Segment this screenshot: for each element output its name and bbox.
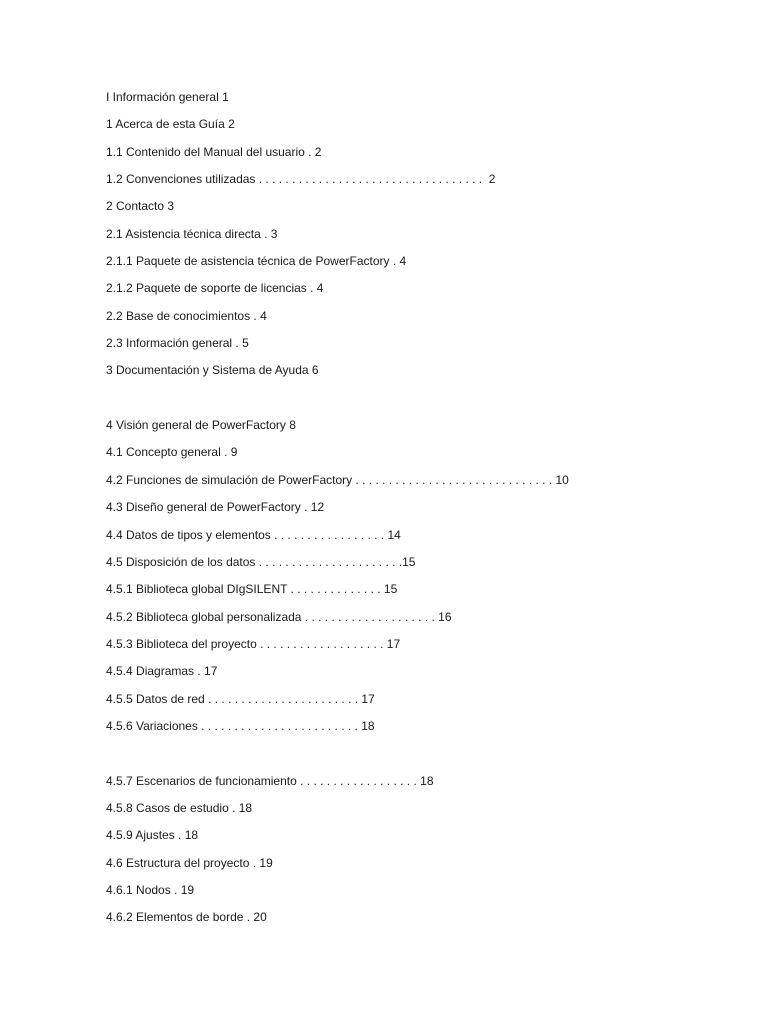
toc-entry: 2.1 Asistencia técnica directa . 3 [106, 226, 278, 241]
toc-entry: 4.6.1 Nodos . 19 [106, 882, 195, 897]
toc-entry: 4.5.7 Escenarios de funcionamiento . . . . . . . . . . . . . . . . . . 18 [106, 773, 434, 788]
toc-entry: 4.5.2 Biblioteca global personalizada . . . . . . . . . . . . . . . . . . . . 16 [106, 609, 452, 624]
toc-entry: 4.6 Estructura del proyecto . 19 [106, 855, 273, 870]
toc-section-1 [106, 90, 726, 378]
toc-entry: 3 Documentación y Sistema de Ayuda 6 [106, 363, 319, 378]
toc-entry: 1 Acerca de esta Guía 2 [106, 117, 235, 132]
toc-entry: 4 Visión general de PowerFactory 8 [106, 418, 296, 433]
section-gap [106, 746, 726, 773]
toc-entry: 4.5.3 Biblioteca del proyecto . . . . . . . . . . . . . . . . . . . 17 [106, 636, 401, 651]
toc-entry: 4.5.1 Biblioteca global DIgSILENT . . . . . . . . . . . . . . 15 [106, 582, 398, 597]
toc-entry: 4.3 Diseño general de PowerFactory . 12 [106, 500, 325, 515]
toc-entry: 4.5.9 Ajustes . 18 [106, 828, 199, 843]
toc-entry: 4.5 Disposición de los datos . . . . . . . . . . . . . . . . . . . . . .15 [106, 554, 416, 569]
toc-entry: 1.1 Contenido del Manual del usuario . 2 [106, 144, 322, 159]
toc-entry: I Información general 1 [106, 90, 229, 104]
toc-entry: 4.5.8 Casos de estudio . 18 [106, 800, 253, 815]
toc-entry: 2.2 Base de conocimientos . 4 [106, 308, 267, 323]
section-gap [106, 391, 726, 418]
toc-entry: 4.5.4 Diagramas . 17 [106, 664, 218, 679]
toc-entry: 4.4 Datos de tipos y elementos . . . . . . . . . . . . . . . . . 14 [106, 527, 401, 542]
toc-entry: 4.2 Funciones de simulación de PowerFactory . . . . . . . . . . . . . . . . . . . . . . . . . . . . . . 10 [106, 472, 569, 487]
toc-section-2 [106, 418, 726, 734]
table-of-contents [106, 90, 726, 938]
toc-entry: 4.6.2 Elementos de borde . 20 [106, 910, 267, 925]
toc-entry: 4.5.6 Variaciones . . . . . . . . . . . . . . . . . . . . . . . . 18 [106, 718, 375, 733]
toc-entry: 2.3 Información general . 5 [106, 336, 249, 351]
toc-entry: 2.1.2 Paquete de soporte de licencias . 4 [106, 281, 324, 296]
toc-entry: 2 Contacto 3 [106, 199, 175, 214]
toc-entry: 1.2 Convenciones utilizadas . . . . . . . . . . . . . . . . . . . . . . . . . . . . . . . . . . 2 [106, 172, 496, 187]
toc-entry: 2.1.1 Paquete de asistencia técnica de PowerFactory . 4 [106, 254, 407, 269]
toc-entry: 4.1 Concepto general . 9 [106, 445, 238, 460]
toc-entry: 4.5.5 Datos de red . . . . . . . . . . . . . . . . . . . . . . . 17 [106, 691, 375, 706]
toc-section-3 [106, 774, 726, 926]
